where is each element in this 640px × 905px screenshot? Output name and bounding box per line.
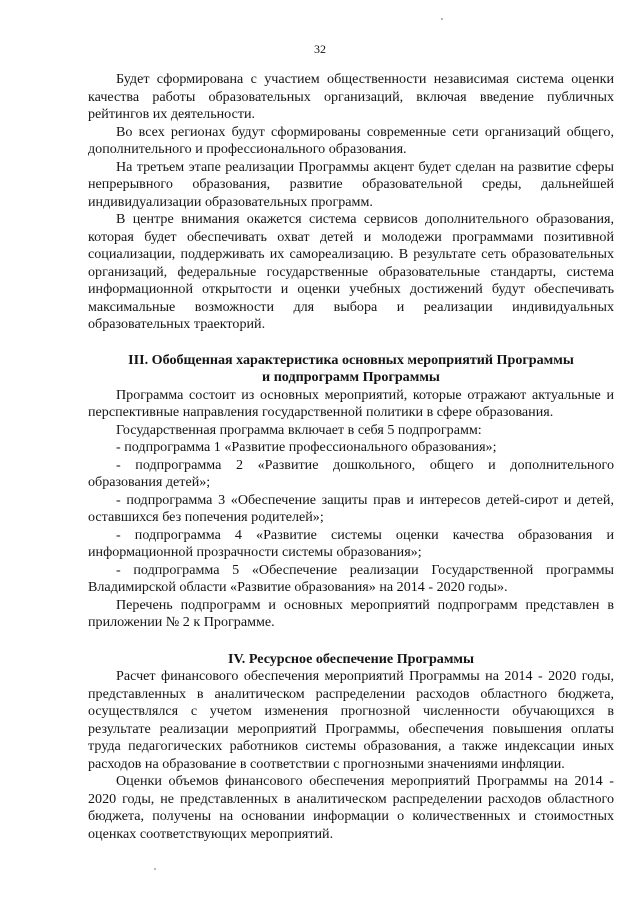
subprogram-item-4: - подпрограмма 4 «Развитие системы оценки качества образования и информационной прозрачности системы образования»; bbox=[88, 526, 614, 560]
page-content bbox=[88, 71, 614, 843]
section-3-heading-line-1: III. Обобщенная характеристика основных мероприятий Программы bbox=[128, 351, 574, 368]
scan-speck bbox=[154, 868, 156, 870]
section-3-paragraph-2: Государственная программа включает в себя 5 подпрограмм: bbox=[116, 421, 482, 438]
section-3-paragraph-1: Программа состоит из основных мероприятий, которые отражают актуальные и перспективные направления государственной политики в сфере образования. bbox=[88, 386, 614, 420]
section-4-paragraph-2: Оценки объемов финансового обеспечения мероприятий Программы на 2014 - 2020 годы, не представленных в аналитическом распределении расходов областного бюджета, получены на основании информации о количественных и стоимостных оценках соответствующих мероприятий. bbox=[88, 773, 614, 842]
intro-paragraph-3: На третьем этапе реализации Программы акцент будет сделан на развитие сферы непрерывного образования, развитие образовательной среды, дальнейшей индивидуализации образовательных программ. bbox=[88, 158, 614, 210]
page-number: 32 bbox=[314, 42, 326, 56]
section-3-heading bbox=[88, 352, 614, 387]
section-spacer bbox=[88, 334, 614, 352]
section-4-heading: IV. Ресурсное обеспечение Программы bbox=[227, 650, 475, 667]
section-3-heading-line-2: и подпрограмм Программы bbox=[262, 369, 440, 385]
subprogram-item-2: - подпрограмма 2 «Развитие дошкольного, общего и дополнительного образования детей»; bbox=[88, 456, 614, 490]
intro-paragraph-1: Будет сформирована с участием общественности независимая система оценки качества работы образовательных организаций, включая введение публичных рейтингов их деятельности. bbox=[88, 71, 614, 122]
section-3-paragraph-last: Перечень подпрограмм и основных мероприятий подпрограмм представлен в приложении № 2 к Программе. bbox=[88, 596, 614, 630]
section-4-paragraph-1: Расчет финансового обеспечения мероприятий Программы на 2014 - 2020 годы, представленных в аналитическом распределении расходов областного бюджета, осуществлялся с учетом изменения прогнозной численности обучающихся в результате реализации мероприятий Программы, обеспечения повышения оплаты труда педагогических работников системы образования, а также индексации иных расходов на образование в соответствии с прогнозными значениями инфляции. bbox=[88, 668, 614, 772]
scan-speck bbox=[441, 18, 443, 20]
subprogram-item-5: - подпрограмма 5 «Обеспечение реализации Государственной программы Владимирской области «Развитие образования» на 2014 - 2020 годы». bbox=[88, 561, 614, 595]
subprogram-item-1: - подпрограмма 1 «Развитие профессионального образования»; bbox=[116, 439, 497, 455]
section-spacer bbox=[88, 632, 614, 651]
subprogram-item-3: - подпрограмма 3 «Обеспечение защиты прав и интересов детей-сирот и детей, оставшихся без попечения родителей»; bbox=[88, 491, 614, 525]
intro-paragraph-4: В центре внимания окажется система сервисов дополнительного образования, которая будет обеспечивать охват детей и молодежи программами позитивной социализации, поддерживать их самореализацию. В результате сеть образовательных организаций, федеральные государственные образовательные стандарты, система информационной открытости и оценки учебных достижений будут обеспечивать максимальные возможности для выбора и реализации индивидуальных образовательных траекторий. bbox=[88, 211, 614, 332]
intro-paragraph-2: Во всех регионах будут сформированы современные сети организаций общего, дополнительного и профессионального образования. bbox=[88, 123, 614, 157]
